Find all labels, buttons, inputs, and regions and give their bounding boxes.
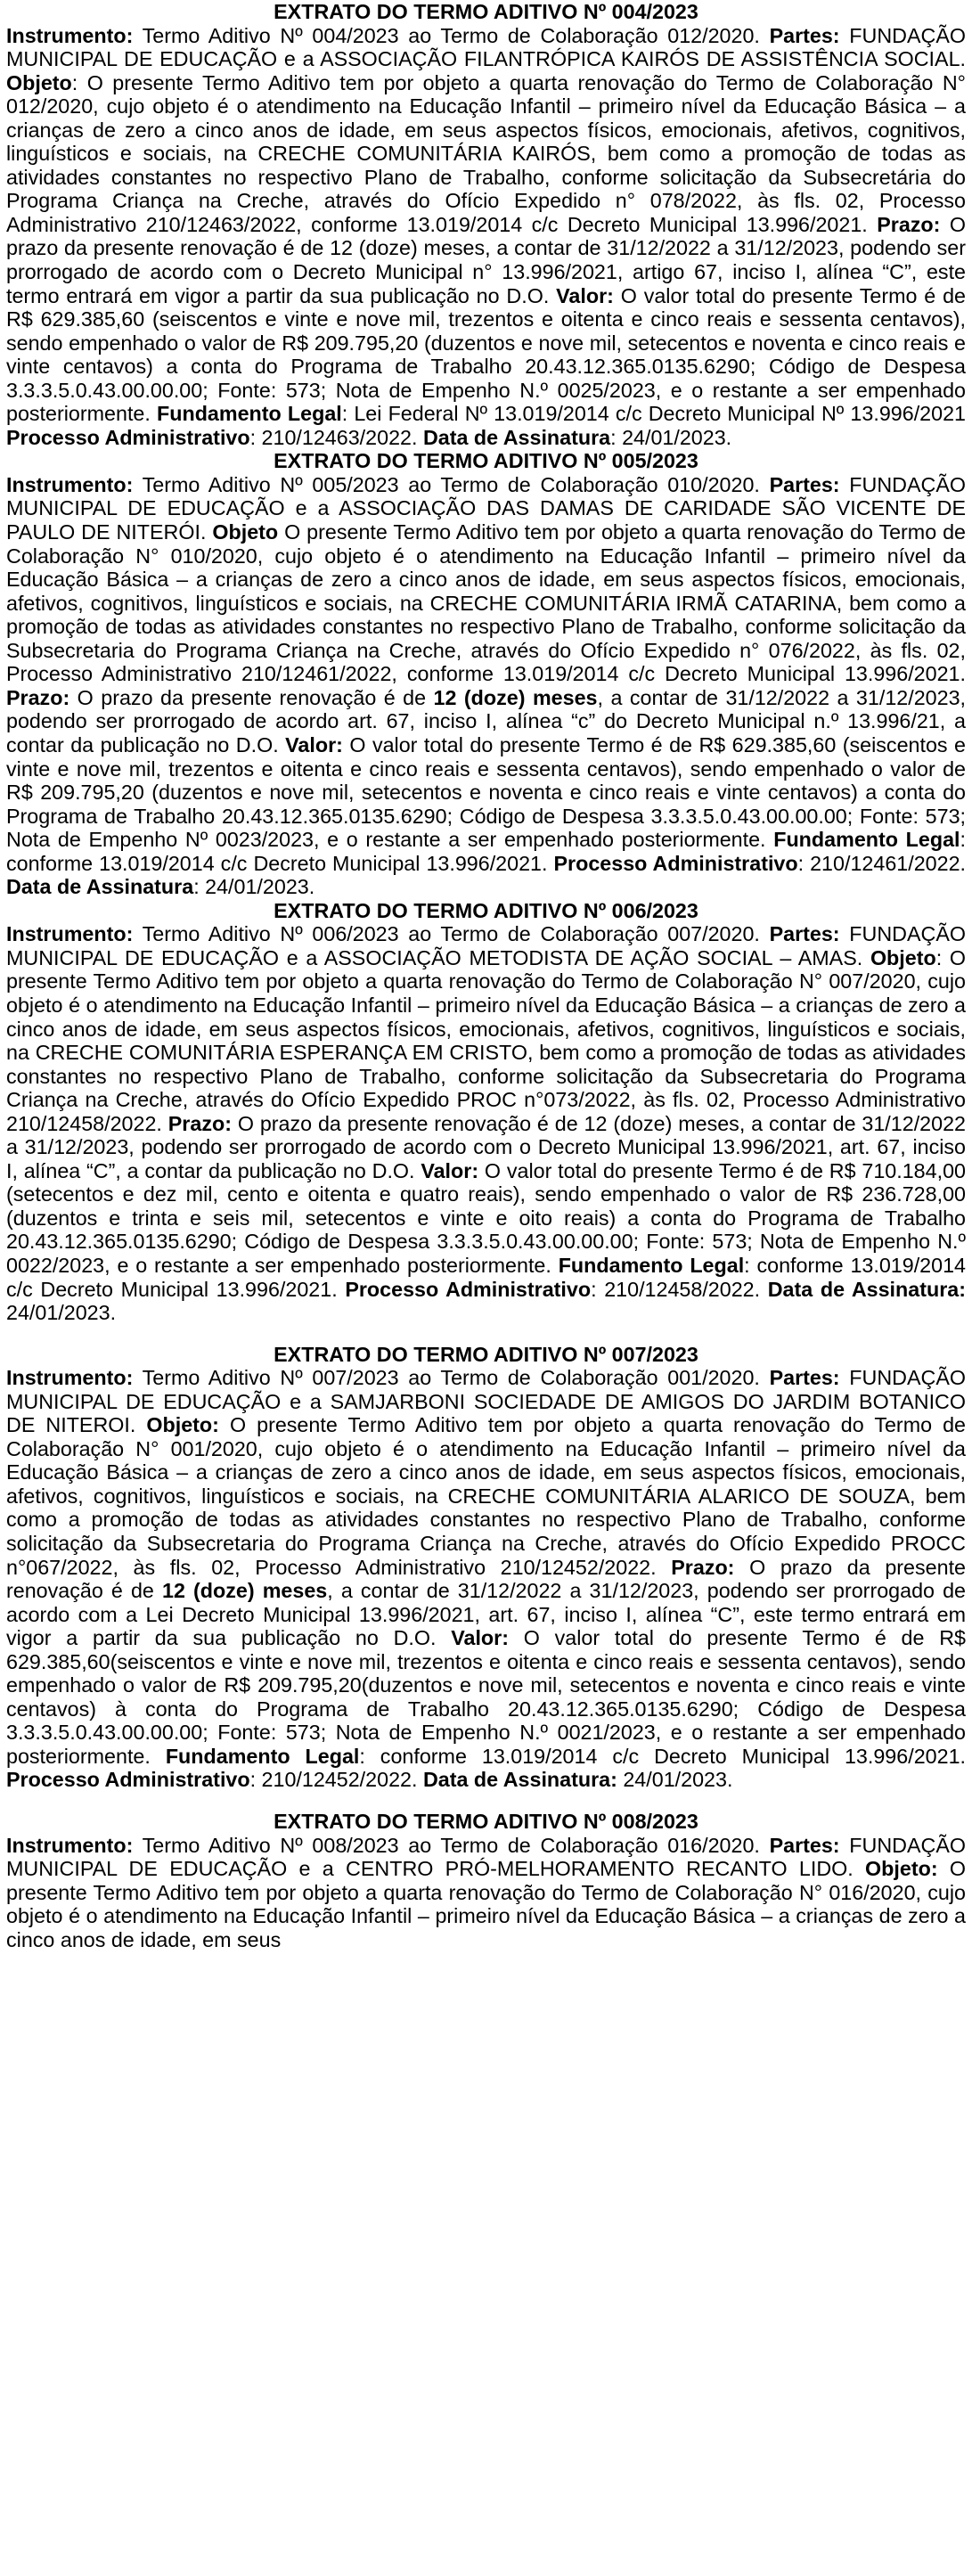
label-valor: Valor:: [285, 732, 343, 756]
text-processo: : 210/12463/2022.: [249, 425, 423, 449]
extrato-title: EXTRATO DO TERMO ADITIVO Nº 005/2023: [274, 449, 698, 473]
text-valor: O valor total do presente Termo é de R$ 629.385,60 (seiscentos e vinte e nove mil, trezentos e oitenta e cinco reais e sessenta centavos), sendo empenhado o valor de R$ 209.795,20 (duzentos e nove mil, setecentos e noventa e cinco reais e vinte centavos) a conta do Programa de Trabalho 20.43.12.365.0135.6290; Código de Despesa 3.3.3.5.0.43.00.00.00; Fonte: 573; Nota de Empenho N.º 0025/2023, e o restante a ser empenhado posteriormente.: [6, 283, 967, 426]
extrato-body: [6, 24, 966, 450]
text-fundamento: : conforme 13.019/2014 c/c Decreto Municipal 13.996/2021.: [359, 1744, 966, 1768]
extrato-title: EXTRATO DO TERMO ADITIVO Nº 006/2023: [274, 898, 698, 922]
label-objeto: Objeto: [6, 70, 72, 94]
label-prazo: Prazo:: [877, 212, 941, 236]
text-valor: O valor total do presente Termo é de R$ 710.184,00 (setecentos e dez mil, cento e oitenta e quatro reais), sendo empenhado o valor de R$ 236.728,00 (duzentos e trinta e seis mil, setecentos e vinte e oito reais) a conta do Programa de Trabalho 20.43.12.365.0135.6290; Código de Despesa 3.3.3.5.0.43.00.00.00; Fonte: 573; Nota de Empenho N.º 0022/2023, e o restante a ser empenhado posteriormente.: [6, 1158, 966, 1277]
text-prazo-emphasis: 12 (doze) meses: [162, 1579, 328, 1603]
label-objeto: Objeto: [870, 945, 936, 969]
label-partes: Partes:: [769, 1366, 840, 1390]
text-objeto: : O presente Termo Aditivo tem por objeto a quarta renovação do Termo de Colaboração N° 007/2020, cujo objeto é o atendimento na Educação Infantil – primeiro nível da Educação Básica – a crianças de zero a cinco anos de idade, em seus aspectos físicos, emocionais, afetivos, cognitivos, linguísticos e sociais, na CRECHE COMUNITÁRIA ESPERANÇA EM CRISTO, bem como a promoção de todas as atividades constantes no respectivo Plano de Trabalho, conforme solicitação da Subsecretaria do Programa Criança na Creche, através do Ofício Expedido PROC n°073/2022, às fls. 02, Processo Administrativo 210/12458/2022.: [6, 945, 967, 1135]
label-instrumento: Instrumento:: [6, 472, 134, 496]
text-data: : 24/01/2023.: [193, 875, 315, 899]
text-fundamento: : conforme 13.019/2014 c/c Decreto Municipal 13.996/2021.: [6, 1253, 967, 1301]
extrato-body: [6, 1834, 966, 1952]
text-processo: : 210/12461/2022.: [797, 851, 966, 875]
text-data: 24/01/2023.: [6, 1301, 117, 1325]
label-valor: Valor:: [451, 1626, 509, 1650]
text-data: : 24/01/2023.: [610, 425, 732, 449]
text-prazo: O prazo da presente renovação é de: [69, 685, 434, 709]
label-prazo: Prazo:: [6, 685, 70, 709]
extrato-title: EXTRATO DO TERMO ADITIVO Nº 008/2023: [274, 1810, 698, 1834]
text-instrumento: Termo Aditivo Nº 005/2023 ao Termo de Colaboração 010/2020.: [133, 472, 770, 496]
label-data: Data de Assinatura: [422, 425, 611, 449]
label-objeto: Objeto:: [146, 1413, 219, 1437]
label-valor: Valor:: [421, 1158, 479, 1182]
label-objeto: Objeto: [212, 520, 279, 544]
label-partes: Partes:: [769, 1833, 840, 1857]
extrato-007: [6, 1343, 966, 1792]
text-partes: FUNDAÇÃO MUNICIPAL DE EDUCAÇÃO e a ASSOCIAÇÃO FILANTRÓPICA KAIRÓS DE ASSISTÊNCIA SOCIAL.: [6, 23, 966, 71]
extrato-body: [6, 1366, 966, 1792]
text-prazo-rest: , a contar de 31/12/2022 a 31/12/2023, podendo ser prorrogado de acordo com a Lei Decreto Municipal 13.996/2021, art. 67, inciso I, alínea “C”, este termo entrará em vigor a partir da sua publicação no D.O.: [6, 1579, 967, 1650]
text-instrumento: Termo Aditivo Nº 008/2023 ao Termo de Colaboração 016/2020.: [133, 1833, 770, 1857]
text-valor: O valor total do presente Termo é de R$ 629.385,60(seiscentos e vinte e nove mil, trezentos e oitenta e cinco reais e sessenta centavos), sendo empenhado o valor de R$ 209.795,20(duzentos e nove mil, setecentos e noventa e cinco reais e vinte centavos) à conta do Programa de Trabalho 20.43.12.365.0135.6290; Código de Despesa 3.3.3.5.0.43.00.00.00; Fonte: 573; Nota de Empenho N.º 0021/2023, e o restante a ser empenhado posteriormente.: [6, 1626, 966, 1768]
label-partes: Partes:: [769, 23, 840, 47]
label-prazo: Prazo:: [167, 1111, 232, 1135]
text-objeto: : O presente Termo Aditivo tem por objeto a quarta renovação do Termo de Colaboração N° 012/2020, cujo objeto é o atendimento na Educação Infantil – primeiro nível da Educação Básica – a crianças de zero a cinco anos de idade, em seus aspectos físicos, emocionais, afetivos, cognitivos, linguísticos e sociais, na CRECHE COMUNITÁRIA KAIRÓS, bem como a promoção de todas as atividades constantes no respectivo Plano de Trabalho, conforme solicitação da Subsecretária do Programa Criança na Creche, através do Ofício Expedido n° 078/2022, às fls. 02, Processo Administrativo 210/12463/2022, conforme 13.019/2014 c/c Decreto Municipal 13.996/2021.: [6, 70, 966, 236]
text-data: 24/01/2023.: [617, 1768, 733, 1792]
text-partes: FUNDAÇÃO MUNICIPAL DE EDUCAÇÃO e a ASSOCIAÇÃO METODISTA DE AÇÃO SOCIAL – AMAS.: [6, 922, 966, 969]
label-data: Data de Assinatura:: [767, 1277, 966, 1301]
extrato-body: [6, 922, 966, 1324]
extrato-006: [6, 899, 966, 1325]
text-instrumento: Termo Aditivo Nº 007/2023 ao Termo de Colaboração 001/2020.: [133, 1366, 770, 1390]
text-prazo-rest: , a contar de 31/12/2022 a 31/12/2023, podendo ser prorrogado de acordo art. 67, inciso I, alínea “c” do Decreto Municipal n.º 13.996/21, a contar da publicação no D.O.: [6, 685, 967, 756]
text-valor: O valor total do presente Termo é de R$ 629.385,60 (seiscentos e vinte e nove mil, trezentos e oitenta e cinco reais e sessenta centavos), sendo empenhado o valor de R$ 209.795,20 (duzentos e nove mil, setecentos e noventa e cinco reais e vinte centavos) a conta do Programa de Trabalho 20.43.12.365.0135.6290; Código de Despesa 3.3.3.5.0.43.00.00.00; Fonte: 573; Nota de Empenho Nº 0023/2023, e o restante a ser empenhado posteriormente.: [6, 732, 966, 852]
label-fundamento: Fundamento Legal: [157, 402, 342, 426]
label-processo: Processo Administrativo: [553, 851, 798, 875]
label-prazo: Prazo:: [671, 1555, 735, 1579]
label-processo: Processo Administrativo: [6, 425, 250, 449]
label-fundamento: Fundamento Legal: [558, 1253, 745, 1277]
label-data: Data de Assinatura:: [422, 1768, 617, 1792]
label-processo: Processo Administrativo: [6, 1768, 250, 1792]
label-instrumento: Instrumento:: [6, 1366, 134, 1390]
label-fundamento: Fundamento Legal: [165, 1744, 360, 1768]
text-objeto: O presente Termo Aditivo tem por objeto a quarta renovação do Termo de Colaboração N° 016/2020, cujo objeto é o atendimento na Educação Infantil – primeiro nível da Educação Básica – a crianças de zero a cinco anos de idade, em seus: [6, 1857, 966, 1951]
text-prazo: O prazo da presente renovação é de 12 (doze) meses, a contar de 31/12/2022 a 31/12/2023, podendo ser prorrogado de acordo com o Decreto Municipal 13.996/2021, art. 67, inciso I, alínea “C”, a contar da publicação no D.O.: [6, 1111, 966, 1182]
text-prazo: O prazo da presente renovação é de 12 (doze) meses, a contar de 31/12/2022 a 31/12/2023, podendo ser prorrogado de acordo com o Decreto Municipal n° 13.996/2021, artigo 67, inciso I, alínea “C”, este termo entrará em vigor a partir da sua publicação no D.O.: [6, 212, 966, 307]
label-fundamento: Fundamento Legal: [773, 828, 960, 852]
extrato-005: [6, 449, 966, 898]
text-fundamento: : Lei Federal Nº 13.019/2014 c/c Decreto Municipal Nº 13.996/2021: [341, 402, 966, 426]
text-partes: FUNDAÇÃO MUNICIPAL DE EDUCAÇÃO e a SAMJARBONI SOCIEDADE DE AMIGOS DO JARDIM BOTANICO DE NITEROI.: [6, 1366, 966, 1437]
label-partes: Partes:: [769, 922, 840, 946]
text-instrumento: Termo Aditivo Nº 006/2023 ao Termo de Colaboração 007/2020.: [133, 922, 770, 946]
text-prazo: O prazo da presente renovação é de: [6, 1555, 966, 1603]
text-partes: FUNDAÇÃO MUNICIPAL DE EDUCAÇÃO e a ASSOCIAÇÃO DAS DAMAS DE CARIDADE SÃO VICENTE DE PAULO DE NITERÓI.: [6, 472, 966, 544]
extrato-body: [6, 473, 966, 899]
text-instrumento: Termo Aditivo Nº 004/2023 ao Termo de Colaboração 012/2020.: [133, 23, 770, 47]
extrato-008: [6, 1810, 966, 1951]
label-instrumento: Instrumento:: [6, 922, 134, 946]
label-instrumento: Instrumento:: [6, 23, 134, 47]
text-prazo-emphasis: 12 (doze) meses: [433, 685, 598, 709]
text-processo: : 210/12452/2022.: [249, 1768, 423, 1792]
label-partes: Partes:: [769, 472, 840, 496]
text-objeto: O presente Termo Aditivo tem por objeto a quarta renovação do Termo de Colaboração N° 001/2020, cujo objeto é o atendimento na Educação Infantil – primeiro nível da Educação Básica – a crianças de zero a cinco anos de idade, em seus aspectos físicos, emocionais, afetivos, cognitivos, linguísticos e sociais, na CRECHE COMUNITÁRIA ALARICO DE SOUZA, bem como a promoção de todas as atividades constantes no respectivo Plano de Trabalho, conforme solicitação da Subsecretaria do Programa Criança na Creche, através do Ofício Expedido PROCC n°067/2022, às fls. 02, Processo Administrativo 210/12452/2022.: [6, 1413, 967, 1579]
extrato-004: [6, 0, 966, 449]
label-valor: Valor:: [556, 283, 614, 307]
text-fundamento: : conforme 13.019/2014 c/c Decreto Municipal 13.996/2021.: [6, 828, 966, 875]
label-data: Data de Assinatura: [6, 875, 194, 899]
text-partes: FUNDAÇÃO MUNICIPAL DE EDUCAÇÃO e a CENTRO PRÓ-MELHORAMENTO RECANTO LIDO.: [6, 1833, 966, 1881]
label-instrumento: Instrumento:: [6, 1833, 134, 1857]
extrato-title: EXTRATO DO TERMO ADITIVO Nº 007/2023: [274, 1342, 698, 1366]
label-objeto: Objeto:: [865, 1857, 938, 1881]
text-objeto: O presente Termo Aditivo tem por objeto a quarta renovação do Termo de Colaboração N° 010/2020, cujo objeto é o atendimento na Educação Infantil – primeiro nível da Educação Básica – a crianças de zero a cinco anos de idade, em seus aspectos físicos, emocionais, afetivos, cognitivos, linguísticos e sociais, na CRECHE COMUNITÁRIA IRMÃ CATARINA, bem como a promoção de todas as atividades constantes no respectivo Plano de Trabalho, conforme solicitação da Subsecretaria do Programa Criança na Creche, através do Ofício Expedido n° 076/2022, às fls. 02, Processo Administrativo 210/12461/2022, conforme 13.019/2014 c/c Decreto Municipal 13.996/2021.: [6, 520, 966, 686]
extrato-title: EXTRATO DO TERMO ADITIVO Nº 004/2023: [274, 0, 698, 23]
text-processo: : 210/12458/2022.: [591, 1277, 768, 1301]
label-processo: Processo Administrativo: [345, 1277, 592, 1301]
